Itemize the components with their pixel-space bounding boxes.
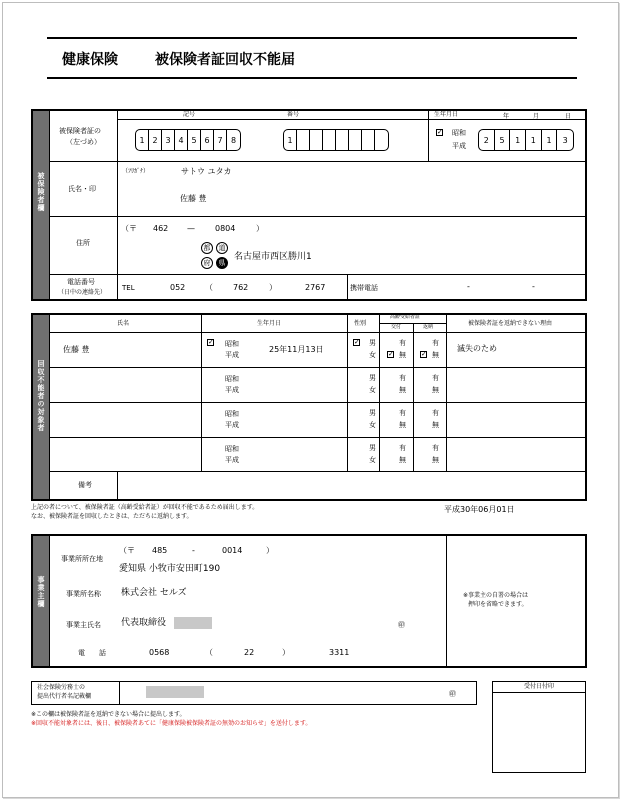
agent-seal-mark: ㊞ xyxy=(449,690,456,698)
title-bottom-rule xyxy=(47,77,577,79)
tel-paren-open: （ xyxy=(205,283,213,292)
redacted-name xyxy=(174,617,212,629)
office-tel-label: 電 話 xyxy=(78,649,106,657)
office-tel-3[interactable]: 3311 xyxy=(329,648,350,657)
row3-heisei: 平成 xyxy=(225,421,239,429)
month-label: 月 xyxy=(533,113,540,120)
office-postal-dash: - xyxy=(192,546,195,555)
s2-elder-sub-rule xyxy=(379,323,446,324)
row1-male: 男 xyxy=(369,339,376,347)
receipt-label: 受付日付印 xyxy=(524,683,555,690)
row1-showa: 昭和 xyxy=(225,340,239,348)
office-postal-prefix: （〒 xyxy=(119,546,135,555)
tel-number[interactable]: 2767 xyxy=(305,283,326,292)
row1-issue-none: 無 xyxy=(399,351,406,359)
col-elder-issue: 交付 xyxy=(391,324,402,330)
row2-return-none: 無 xyxy=(432,386,439,394)
agent-divider xyxy=(119,681,120,705)
name-value[interactable]: 佐藤 豊 xyxy=(180,194,207,203)
office-postal-close: ） xyxy=(266,546,274,555)
declaration-date[interactable]: 平成30年06月01日 xyxy=(444,505,515,514)
row1-return-none: 無 xyxy=(432,351,439,359)
kigo-digit: 1 xyxy=(136,130,149,150)
row2-male: 男 xyxy=(369,374,376,382)
birth-digit: 5 xyxy=(495,130,511,150)
birth-digit: 3 xyxy=(562,135,568,145)
s2-col-f xyxy=(413,323,414,471)
kigo-digit: 8 xyxy=(230,135,237,145)
owner-name[interactable]: 代表取締役 xyxy=(121,618,167,628)
col-name: 氏名 xyxy=(117,320,130,327)
kigo-field[interactable] xyxy=(135,129,241,151)
row4-male: 男 xyxy=(369,444,376,452)
furigana-label: （ﾌﾘｶﾞﾅ） xyxy=(122,168,150,175)
furigana-value[interactable]: サトウ ユタカ xyxy=(181,167,232,176)
birth-digit: 2 xyxy=(479,130,495,150)
row1-issue-none-checkbox[interactable]: ✓ xyxy=(388,350,394,358)
s3-divider xyxy=(49,536,50,666)
tel-label: TEL xyxy=(122,284,135,292)
row4-return-none: 無 xyxy=(432,456,439,464)
s1-divider xyxy=(49,111,50,299)
row4-return-has: 有 xyxy=(432,444,439,452)
era-showa: 昭和 xyxy=(452,129,466,137)
declaration-note-2: なお、被保険者証を回収したときは、ただちに返納します。 xyxy=(31,513,193,520)
kigo-digit: 2 xyxy=(149,130,162,150)
title-main: 健康保険 xyxy=(62,52,118,68)
row3-female: 女 xyxy=(369,421,376,429)
office-name[interactable]: 株式会社 セルズ xyxy=(121,588,187,598)
postal-code-2[interactable]: 0804 xyxy=(215,224,236,233)
bango-digit xyxy=(375,130,388,150)
row4-showa: 昭和 xyxy=(225,445,239,453)
office-name-label: 事業所名称 xyxy=(66,590,101,598)
col-birth: 生年月日 xyxy=(257,320,282,327)
bango-digit xyxy=(362,130,375,150)
s2-row4-end xyxy=(49,471,585,472)
s2-head-end xyxy=(49,332,585,333)
office-address[interactable]: 愛知県 小牧市安田町190 xyxy=(119,564,221,574)
row1-male-checkbox[interactable]: ✓ xyxy=(354,338,360,346)
footnote-1: ※この欄は被保険者証を返納できない場合に提出します。 xyxy=(31,711,186,718)
phone-label-2: （日中の連絡先） xyxy=(58,289,107,296)
s2-row3-end xyxy=(49,437,585,438)
row3-issue-has: 有 xyxy=(399,409,406,417)
employer-vertical-label: 事業主欄 xyxy=(37,576,45,608)
birth-digit: 1 xyxy=(542,130,558,150)
target-vertical-label: 回収不能者の対象者 xyxy=(37,360,45,432)
mobile-dash-2: - xyxy=(532,282,535,291)
s2-col-g xyxy=(446,315,447,471)
office-postal-2[interactable]: 0014 xyxy=(222,546,243,555)
row3-return-none: 無 xyxy=(432,421,439,429)
receipt-head-rule xyxy=(492,692,586,693)
row4-issue-has: 有 xyxy=(399,444,406,452)
title-sub: 被保険者証回収不能届 xyxy=(155,52,295,68)
seal-omit-note-2: 押印を省略できます。 xyxy=(468,601,528,608)
bango-digit xyxy=(323,130,336,150)
agent-box xyxy=(31,681,477,705)
target-section xyxy=(31,313,587,501)
seal-omit-note-1: ※事業主の自署の場合は xyxy=(463,592,529,599)
row2-return-has: 有 xyxy=(432,374,439,382)
row1-female: 女 xyxy=(369,351,376,359)
owner-seal-mark: ㊞ xyxy=(398,621,405,629)
s2-row1-end xyxy=(49,367,585,368)
mobile-label: 携帯電話 xyxy=(350,284,378,292)
row1-name[interactable]: 佐藤 豊 xyxy=(63,345,90,354)
kigo-digit: 4 xyxy=(175,130,188,150)
row4-issue-none: 無 xyxy=(399,456,406,464)
s1-mobile-col xyxy=(347,274,348,299)
bango-field[interactable] xyxy=(283,129,389,151)
pref-mark-to[interactable]: 都 xyxy=(201,242,213,254)
s2-row2-end xyxy=(49,402,585,403)
card-label: 被保険者証の xyxy=(59,127,101,135)
birth-digit: 1 xyxy=(526,130,542,150)
address-label: 住所 xyxy=(76,239,90,247)
tel-exchange[interactable]: 762 xyxy=(233,283,249,292)
bango-digit xyxy=(349,130,362,150)
agent-label-2: 提出代行者名記載欄 xyxy=(37,693,92,700)
day-label: 日 xyxy=(565,113,572,120)
kigo-label: 記号 xyxy=(183,111,196,118)
s3-note-col xyxy=(446,536,447,666)
row3-showa: 昭和 xyxy=(225,410,239,418)
owner-label: 事業主氏名 xyxy=(66,621,101,629)
row1-showa-checkbox[interactable]: ✓ xyxy=(208,338,214,346)
row2-female: 女 xyxy=(369,386,376,394)
office-postal-1[interactable]: 485 xyxy=(152,546,168,555)
kigo-digit: 6 xyxy=(201,130,214,150)
office-tel-1[interactable]: 0568 xyxy=(149,648,170,657)
card-label-2: （左づめ） xyxy=(66,138,101,146)
s2-col-b xyxy=(117,471,118,499)
declaration-note-1: 上記の者について、被保険者証（高齢受給者証）が回収不能であるため届出します。 xyxy=(31,504,259,511)
birth-field[interactable] xyxy=(478,129,574,151)
office-tel-2[interactable]: 22 xyxy=(244,648,255,657)
pref-mark-do[interactable]: 道 xyxy=(216,242,228,254)
row3-return-has: 有 xyxy=(432,409,439,417)
year-label: 年 xyxy=(503,113,510,120)
col-elder: 高齢受給者証 xyxy=(390,314,421,320)
remarks-label: 備考 xyxy=(78,481,92,489)
postal-prefix: （〒 xyxy=(121,224,137,233)
row2-issue-none: 無 xyxy=(399,386,406,394)
kigo-digit: 5 xyxy=(188,130,201,150)
pref-mark-fu[interactable]: 府 xyxy=(201,257,213,269)
tel-area[interactable]: 052 xyxy=(170,283,186,292)
row2-issue-has: 有 xyxy=(399,374,406,382)
row3-male: 男 xyxy=(369,409,376,417)
s1-row3-end xyxy=(49,274,585,275)
row1-return-has: 有 xyxy=(432,339,439,347)
office-tel-paren-open: （ xyxy=(205,648,213,657)
postal-close: ） xyxy=(256,224,264,233)
row4-heisei: 平成 xyxy=(225,456,239,464)
bango-digit xyxy=(297,130,310,150)
postal-dash: — xyxy=(187,224,195,233)
row1-return-none-checkbox[interactable]: ✓ xyxy=(421,350,427,358)
s1-row1-end xyxy=(49,161,585,162)
tel-paren-close: ） xyxy=(269,283,277,292)
agent-label-1: 社会保険労務士の xyxy=(37,684,86,691)
name-label: 氏名・印 xyxy=(68,185,96,193)
row2-heisei: 平成 xyxy=(225,386,239,394)
phone-label: 電話番号 xyxy=(67,278,95,286)
s1-row2-end xyxy=(49,216,585,217)
row1-issue-has: 有 xyxy=(399,339,406,347)
office-tel-paren-close: ） xyxy=(282,648,290,657)
birth-label: 生年月日 xyxy=(434,111,459,118)
col-elder-return: 返納 xyxy=(423,324,434,330)
showa-checkbox[interactable]: ✓ xyxy=(437,128,443,136)
bango-digit: 1 xyxy=(284,130,297,150)
mobile-dash-1: - xyxy=(467,282,470,291)
s1-label-col xyxy=(117,111,118,299)
address-value[interactable]: 名古屋市西区勝川1 xyxy=(234,252,312,262)
s2-col-c xyxy=(201,315,202,471)
s2-col-e xyxy=(379,315,380,471)
office-addr-label: 事業所所在地 xyxy=(61,555,103,563)
row3-issue-none: 無 xyxy=(399,421,406,429)
row1-reason[interactable]: 滅失のため xyxy=(457,344,497,353)
title-top-rule xyxy=(47,37,577,39)
pref-mark-ken[interactable]: 県 xyxy=(216,257,228,269)
kigo-digit: 3 xyxy=(162,130,175,150)
bango-digit xyxy=(336,130,349,150)
insured-vertical-label: 被保険者欄 xyxy=(37,172,45,212)
bango-label: 番号 xyxy=(287,111,300,118)
col-sex: 性別 xyxy=(354,320,367,327)
row2-showa: 昭和 xyxy=(225,375,239,383)
redacted-agent xyxy=(146,686,204,698)
row4-female: 女 xyxy=(369,456,376,464)
bango-digit xyxy=(310,130,323,150)
s1-row1-head xyxy=(117,119,585,120)
receipt-stamp-box xyxy=(492,681,586,773)
birth-digit: 1 xyxy=(510,130,526,150)
postal-code-1[interactable]: 462 xyxy=(153,224,169,233)
row1-heisei: 平成 xyxy=(225,351,239,359)
s2-col-d xyxy=(347,315,348,471)
col-reason: 被保険者証を返納できない理由 xyxy=(468,320,553,327)
footnote-2: ※回収不能対象者には、後日、被保険者あてに「健康保険被保険者証の無効のお知らせ」を送付します。 xyxy=(31,720,312,727)
row1-birthdate[interactable]: 25年11月13日 xyxy=(269,345,324,354)
kigo-digit: 7 xyxy=(214,130,227,150)
era-heisei: 平成 xyxy=(452,142,466,150)
